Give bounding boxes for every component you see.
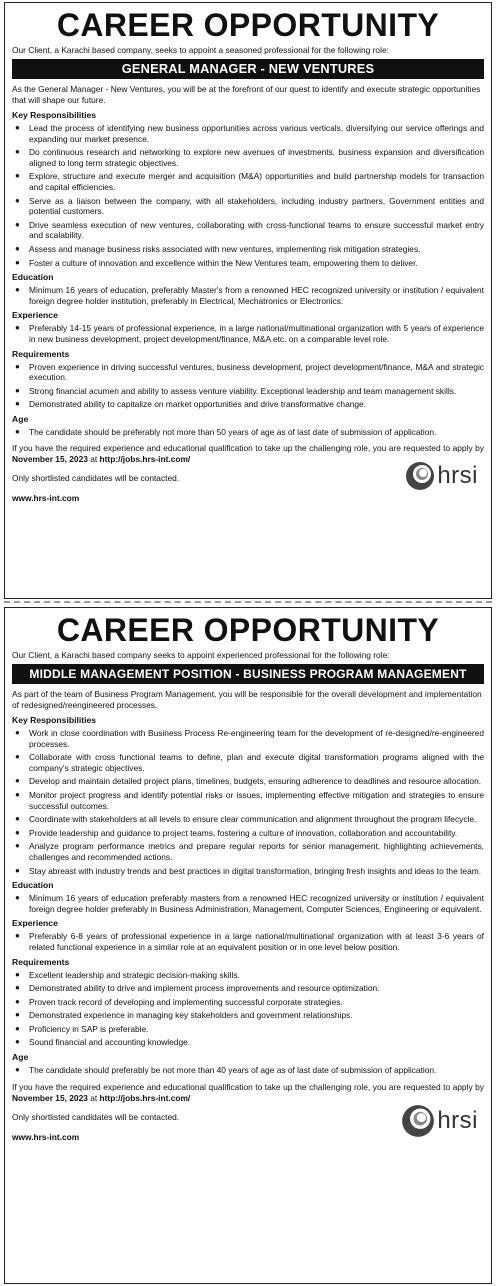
ad-title: CAREER OPPORTUNITY <box>56 612 440 648</box>
list-item <box>12 828 484 839</box>
section-heading: Experience <box>12 918 58 929</box>
hrsi-logo <box>405 461 478 491</box>
list-item-text: The candidate should preferably be not more than 40 years of age as of last date of submission of application. <box>29 1065 437 1076</box>
list-item-text: Proficiency in SAP is preferable. <box>29 1023 149 1034</box>
ad-intro: Our Client, a Karachi based company, seeks to appoint a seasoned professional for the following role: <box>12 45 389 55</box>
list-item <box>12 258 484 269</box>
hrsi-swirl-icon <box>405 461 435 491</box>
bullet-icon: ● <box>15 1065 20 1075</box>
list-item-text: Preferably 6-8 years of professional experience in a large national/multinational organization with at least 3-6 years of related functional experience in a similar role at an equivalent position or in one level below position. <box>29 931 484 952</box>
list-item-text: Excellent leadership and strategic decision-making skills. <box>29 969 240 980</box>
shortlisted-note: Only shortlisted candidates will be contacted. <box>12 473 180 484</box>
logo-text: hrsi <box>437 1106 478 1134</box>
sections-container <box>12 715 484 1076</box>
list-item <box>12 1010 484 1021</box>
list-item-text: Provide leadership and guidance to project teams, fostering a culture of innovation, collaboration and accountability. <box>29 827 458 838</box>
bullet-icon: ● <box>15 841 20 851</box>
bullet-icon: ● <box>15 776 20 786</box>
list-item-text: Work in close coordination with Business Process Re-engineering team for the development of re-designed/re-engineered processes. <box>29 728 484 749</box>
bullet-icon: ● <box>15 1037 20 1047</box>
list-item-text: Demonstrated ability to capitalize on market opportunities and drive transformative change. <box>29 399 367 410</box>
hrsi-swirl-icon <box>401 1104 435 1138</box>
list-item <box>12 123 484 144</box>
list-item <box>12 866 484 877</box>
list-item <box>12 728 484 749</box>
role-banner: MIDDLE MANAGEMENT POSITION - BUSINESS PROGRAM MANAGEMENT <box>12 664 484 684</box>
list-item <box>12 362 484 383</box>
list-item <box>12 776 484 787</box>
deadline-date: November 15, 2023 <box>12 1092 88 1103</box>
bullet-icon: ● <box>15 996 20 1006</box>
section-list <box>12 931 484 952</box>
list-item <box>12 399 484 410</box>
section-list <box>12 285 484 306</box>
list-item <box>12 1065 484 1076</box>
role-summary: As part of the team of Business Program Management, you will be responsible for the overall development and implementation of redesigned/reengineered processes. <box>12 689 482 710</box>
list-item-text: Minimum 16 years of education, preferably Master's from a renowned HEC recognized university or institution / equivalent foreign degree holder institution, preferably in Electrical, Mechatronics or Electronics. <box>29 285 484 306</box>
deadline-date: November 15, 2023 <box>12 454 88 465</box>
ad-title: CAREER OPPORTUNITY <box>56 7 440 43</box>
shortlisted-note: Only shortlisted candidates will be contacted. <box>12 1111 180 1122</box>
section-list <box>12 970 484 1049</box>
bullet-icon: ● <box>15 323 20 333</box>
ad-intro: Our Client, a Karachi based company seeks to appoint experienced professional for the following role: <box>12 650 390 660</box>
role-summary: As the General Manager - New Ventures, you will be at the forefront of our quest to identify and execute strategic opportunities that will shape our future. <box>12 84 481 105</box>
list-item-text: Drive seamless execution of new ventures, collaborating with cross-functional teams to ensure successful market entry and scalability. <box>29 219 484 241</box>
bullet-icon: ● <box>15 171 20 181</box>
closing-mid: at <box>87 1092 100 1103</box>
list-item <box>12 147 484 168</box>
section-heading: Experience <box>12 310 58 321</box>
bullet-icon: ● <box>15 243 20 253</box>
bullet-icon: ● <box>15 983 20 993</box>
bullet-icon: ● <box>15 865 20 875</box>
bullet-icon: ● <box>15 752 20 762</box>
list-item-text: Demonstrated experience in managing key stakeholders and government relationships. <box>29 1010 353 1021</box>
list-item <box>12 970 484 981</box>
list-item <box>12 790 484 811</box>
closing-pre: If you have the required experience and educational qualification to take up the challenging role, you are requested to apply by <box>12 1081 484 1092</box>
website-link[interactable]: www.hrs-int.com <box>12 1131 80 1142</box>
section-list <box>12 893 484 914</box>
section-list <box>12 1065 484 1076</box>
section-heading: Education <box>12 880 54 891</box>
section-list <box>12 427 484 438</box>
bullet-icon: ● <box>15 827 20 837</box>
bullet-icon: ● <box>15 728 20 737</box>
list-item <box>12 244 484 255</box>
website-link[interactable]: www.hrs-int.com <box>12 493 80 504</box>
bullet-icon: ● <box>15 426 20 436</box>
bullet-icon: ● <box>15 195 20 205</box>
list-item <box>12 752 484 773</box>
list-item-text: The candidate should be preferably not more than 50 years of age as of last date of submission of application. <box>29 426 437 437</box>
closing-text <box>12 1082 484 1104</box>
list-item-text: Proven experience in driving successful ventures, business development, project development/finance, M&A and strategic execution. <box>29 361 484 383</box>
ad-footer <box>12 1082 484 1143</box>
section-heading: Key Responsibilities <box>12 715 97 725</box>
bullet-icon: ● <box>15 814 20 824</box>
list-item-text: Analyze program performance metrics and prepare regular reports for senior management, highlighting achievements, challenges and recommended actions. <box>29 841 484 862</box>
bullet-icon: ● <box>15 285 20 295</box>
bullet-icon: ● <box>15 789 20 799</box>
sections-container <box>12 110 484 437</box>
bullet-icon: ● <box>15 893 20 903</box>
bullet-icon: ● <box>15 385 20 395</box>
section-list <box>12 323 484 344</box>
list-item-text: Proven track record of developing and implementing successful corporate strategies. <box>29 996 343 1007</box>
section-heading: Education <box>12 272 54 283</box>
list-item <box>12 931 484 952</box>
list-item <box>12 841 484 862</box>
list-item <box>12 285 484 306</box>
list-item <box>12 1037 484 1048</box>
section-heading: Requirements <box>12 348 70 359</box>
list-item-text: Serve as a liaison between the company, with all stakeholders, including industry partners, Government entities and potential customers. <box>29 195 484 217</box>
list-item-text: Do continuous research and networking to explore new avenues of investments, business expansion and diversification aligned to long term strategic objectives. <box>29 147 484 168</box>
list-item-text: Explore, structure and execute merger and acquisition (M&A) opportunities and build partnership models for transaction and capital efficiencies. <box>29 171 484 192</box>
list-item <box>12 220 484 241</box>
section-heading: Requirements <box>12 956 70 967</box>
list-item <box>12 1024 484 1035</box>
list-item <box>12 427 484 438</box>
bullet-icon: ● <box>15 1023 20 1033</box>
list-item <box>12 814 484 825</box>
list-item-text: Preferably 14-15 years of professional experience, in a large national/multinational organization with 5 years of experience in new business development, project development/finance, M&A etc. on a comparable level role. <box>29 323 484 344</box>
list-item-text: Lead the process of identifying new business opportunities across various verticals, diversifying our service offerings and expanding our market presence. <box>29 123 484 144</box>
list-item <box>12 997 484 1008</box>
list-item <box>12 983 484 994</box>
list-item-text: Sound financial and accounting knowledge. <box>29 1037 191 1048</box>
list-item-text: Stay abreast with industry trends and best practices in digital transformation, bringing fresh insights and ideas to the team. <box>29 865 482 876</box>
list-item <box>12 386 484 397</box>
section-heading: Key Responsibilities <box>12 110 97 120</box>
closing-pre: If you have the required experience and educational qualification to take up the challenging role, you are requested to apply by <box>12 443 484 454</box>
list-item <box>12 196 484 217</box>
section-list <box>12 728 484 876</box>
section-list <box>12 123 484 268</box>
dashed-separator <box>4 601 492 603</box>
job-ad-general-manager <box>4 2 492 599</box>
hrsi-logo <box>401 1104 478 1138</box>
list-item-text: Strong financial acumen and ability to assess venture viability. Exceptional leadership and team management skills. <box>29 385 457 396</box>
list-item <box>12 323 484 344</box>
bullet-icon: ● <box>15 257 20 267</box>
list-item-text: Minimum 16 years of education preferably masters from a renowned HEC recognized university or institution / equivalent foreign degree holder preferably in Business Administration, Management, Computer Sciences, Engineering or equivalent. <box>29 893 484 914</box>
ad-footer <box>12 443 484 504</box>
list-item-text: Develop and maintain detailed project plans, timelines, budgets, ensuring adherence to deadlines and resource allocation. <box>29 776 482 787</box>
closing-mid: at <box>87 454 100 465</box>
bullet-icon: ● <box>15 361 20 371</box>
list-item <box>12 171 484 192</box>
bullet-icon: ● <box>15 1010 20 1020</box>
list-item-text: Monitor project progress and identify potential risks or issues, implementing effective mitigation and strategies to ensure successful outcomes. <box>29 789 484 811</box>
bullet-icon: ● <box>15 399 20 409</box>
section-heading: Age <box>12 413 29 424</box>
bullet-icon: ● <box>15 969 20 979</box>
section-list <box>12 362 484 410</box>
role-banner: GENERAL MANAGER - NEW VENTURES <box>12 59 484 79</box>
section-heading: Age <box>12 1052 29 1063</box>
list-item-text: Demonstrated ability to drive and implement process improvements and resource optimization. <box>29 983 380 994</box>
list-item-text: Foster a culture of innovation and excellence within the New Ventures team, empowering them to deliver. <box>29 257 418 268</box>
bullet-icon: ● <box>15 147 20 157</box>
bullet-icon: ● <box>15 219 20 229</box>
list-item-text: Coordinate with stakeholders at all levels to ensure clear communication and alignment throughout the program lifecycle. <box>29 814 477 825</box>
apply-link[interactable]: http://jobs.hrs-int.com/ <box>99 454 191 465</box>
list-item-text: Collaborate with cross functional teams to define, plan and execute digital transformation programs aligned with the company's strategic objectives. <box>29 752 484 773</box>
logo-text: hrsi <box>437 462 478 490</box>
list-item-text: Assess and manage business risks associated with new ventures, implementing risk mitigation strategies. <box>29 243 421 254</box>
apply-link[interactable]: http://jobs.hrs-int.com/ <box>99 1092 191 1103</box>
bullet-icon: ● <box>15 123 20 132</box>
list-item <box>12 893 484 914</box>
bullet-icon: ● <box>15 931 20 941</box>
job-ad-middle-management <box>4 607 492 1284</box>
